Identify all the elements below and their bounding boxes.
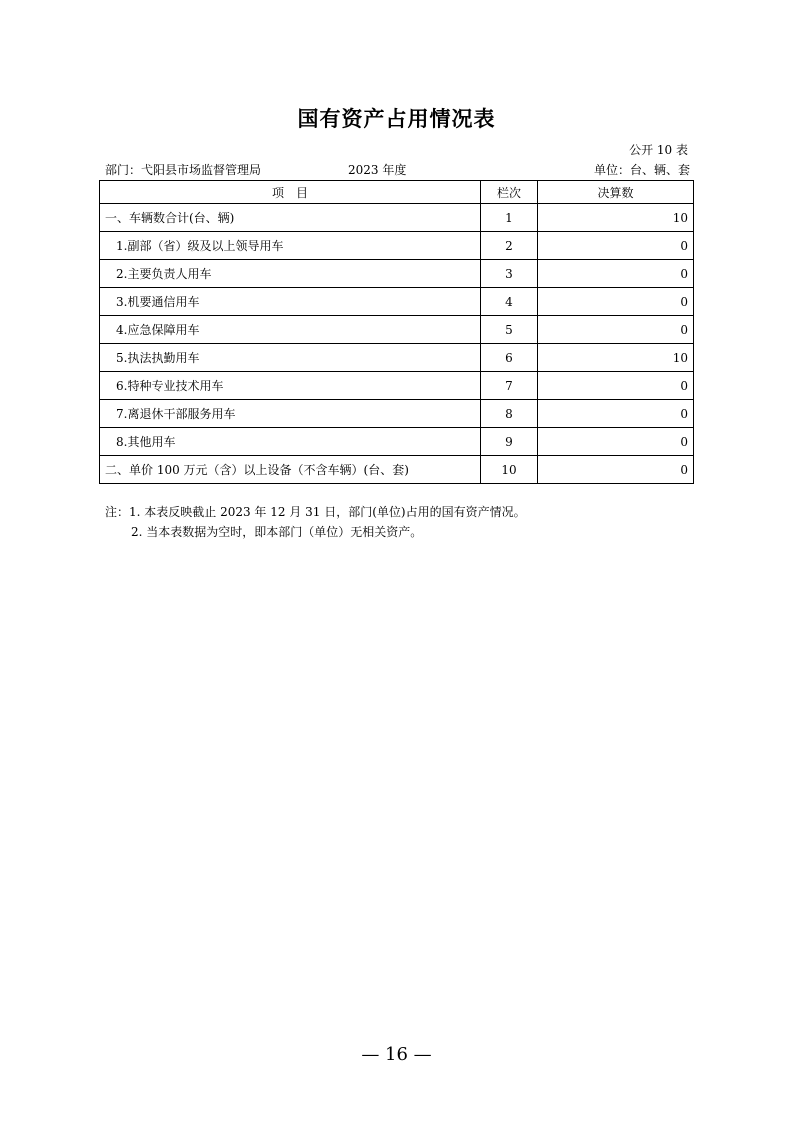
header-final-value: 决算数 xyxy=(538,181,694,204)
header-column-no: 栏次 xyxy=(481,181,538,204)
row-item-label: 4.应急保障用车 xyxy=(100,316,481,344)
row-value: 0 xyxy=(538,232,694,260)
table-row xyxy=(100,400,694,428)
table-row xyxy=(100,260,694,288)
table-header-row xyxy=(100,181,694,204)
table-row xyxy=(100,428,694,456)
row-column-no: 9 xyxy=(481,428,538,456)
row-item-label: 8.其他用车 xyxy=(100,428,481,456)
row-column-no: 3 xyxy=(481,260,538,288)
row-column-no: 1 xyxy=(481,204,538,232)
row-item-label: 6.特种专业技术用车 xyxy=(100,372,481,400)
row-item-label: 3.机要通信用车 xyxy=(100,288,481,316)
row-value: 0 xyxy=(538,288,694,316)
row-value: 10 xyxy=(538,204,694,232)
row-column-no: 7 xyxy=(481,372,538,400)
row-column-no: 10 xyxy=(481,456,538,484)
table-row xyxy=(100,344,694,372)
year-label: 2023 年度 xyxy=(348,163,407,177)
row-item-label: 二、单价 100 万元（含）以上设备（不含车辆）(台、套) xyxy=(100,456,481,484)
row-column-no: 5 xyxy=(481,316,538,344)
table-row xyxy=(100,288,694,316)
meta-row xyxy=(105,161,690,179)
row-value: 0 xyxy=(538,428,694,456)
row-column-no: 6 xyxy=(481,344,538,372)
form-number: 公开 10 表 xyxy=(629,143,688,157)
row-value: 0 xyxy=(538,400,694,428)
row-value: 0 xyxy=(538,456,694,484)
header-item: 项 目 xyxy=(100,181,481,204)
asset-table xyxy=(99,180,694,484)
table-row xyxy=(100,316,694,344)
row-column-no: 8 xyxy=(481,400,538,428)
note-2: 2. 当本表数据为空时，即本部门（单位）无相关资产。 xyxy=(131,525,423,539)
page-number: — 16 — xyxy=(361,1044,432,1065)
table-row xyxy=(100,204,694,232)
row-item-label: 1.副部（省）级及以上领导用车 xyxy=(100,232,481,260)
row-value: 0 xyxy=(538,372,694,400)
row-item-label: 7.离退休干部服务用车 xyxy=(100,400,481,428)
row-item-label: 一、车辆数合计(台、辆) xyxy=(100,204,481,232)
table-row xyxy=(100,232,694,260)
note-1: 注：1. 本表反映截止 2023 年 12 月 31 日，部门(单位)占用的国有资产情况。 xyxy=(105,505,526,519)
notes xyxy=(105,502,526,542)
page-title: 国有资产占用情况表 xyxy=(297,107,496,131)
row-value: 10 xyxy=(538,344,694,372)
row-column-no: 4 xyxy=(481,288,538,316)
row-item-label: 5.执法执勤用车 xyxy=(100,344,481,372)
row-item-label: 2.主要负责人用车 xyxy=(100,260,481,288)
unit-label: 单位：台、辆、套 xyxy=(593,163,690,177)
table-row xyxy=(100,372,694,400)
table-row xyxy=(100,456,694,484)
row-value: 0 xyxy=(538,316,694,344)
row-column-no: 2 xyxy=(481,232,538,260)
department-label: 部门：弋阳县市场监督管理局 xyxy=(105,163,262,177)
row-value: 0 xyxy=(538,260,694,288)
